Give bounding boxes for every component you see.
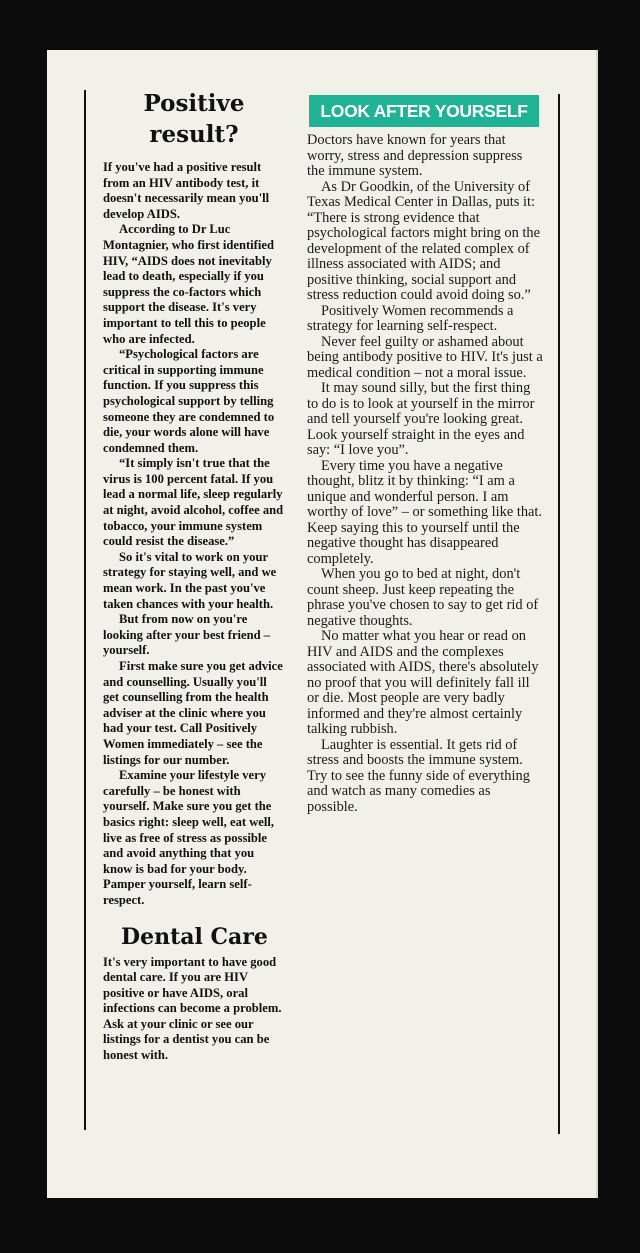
left-paragraph: So it's vital to work on your strategy for staying well, and we mean work. In the past you've taken chances with your health. [103,549,277,611]
right-column-rule [558,94,560,1134]
right-column [307,133,543,815]
left-column [103,88,285,1064]
left-paragraph: “Psychological factors are critical in supporting immune function. If you suppress this psychological support by telling someone they are condemned to die, your words alone will have condemned them. [103,347,275,455]
look-after-yourself-banner: LOOK AFTER YOURSELF [309,95,539,127]
right-paragraph: No matter what you hear or read on HIV and AIDS and the complexes associated with AIDS, there's absolutely no proof that you will definitely fall ill or die. Most people are very badly informed and they're almost certainly talking rubbish. [307,628,539,737]
left-paragraph: But from now on you're looking after your best friend – yourself. [103,612,271,658]
dental-care-text: It's very important to have good dental care. If you are HIV positive or have AIDS, oral infections can become a problem. Ask at your clinic or see our listings for a dentist you can be honest with. [103,954,282,1063]
left-paragraph: If you've had a positive result from an HIV antibody test, it doesn't necessarily mean you'll develop AIDS. [103,160,270,221]
left-paragraph: According to Dr Luc Montagnier, who first identified HIV, “AIDS does not inevitably lead to death, especially if you suppress the co-factors which support the disease. It's very important to tell this to people who are infected. [103,222,274,346]
right-paragraph: Positively Women recommends a strategy for learning self-respect. [307,302,514,334]
right-paragraph: Laughter is essential. It gets rid of stress and boosts the immune system. Try to see the funny side of everything and watch as many comedies as possible. [307,736,530,815]
right-paragraph: When you go to bed at night, don't count sheep. Just keep repeating the phrase you've chosen to say to get rid of negative thoughts. [307,566,539,629]
right-paragraph: Doctors have known for years that worry, stress and depression suppress the immune system. [307,132,523,179]
left-column-rule [84,90,86,1130]
right-paragraph: It may sound silly, but the first thing to do is to look at yourself in the mirror and tell yourself you're looking great. Look yourself straight in the eyes and say: “I love you”. [307,380,535,458]
left-paragraph: First make sure you get advice and counselling. Usually you'll get counselling from the health adviser at the clinic where you had your test. Call Positively Women immediately – see the listings for our number. [103,659,283,767]
right-paragraph: As Dr Goodkin, of the University of Texas Medical Center in Dallas, puts it: “There is strong evidence that psychological factors might bring on the development of the related complex of illness associated with AIDS; and positive thinking, social support and stress reduction could avoid doing so.” [307,178,540,303]
right-paragraph: Every time you have a negative thought, blitz it by thinking: “I am a unique and wonderful person. I am worthy of love” – or something like that. Keep saying this to yourself until the negative thought has disappeared completely. [307,457,543,567]
dental-care-heading: Dental Care [121,923,268,950]
right-paragraph: Never feel guilty or ashamed about being antibody positive to HIV. It's just a medical condition – not a moral issue. [307,333,543,381]
left-paragraph: “It simply isn't true that the virus is 100 percent fatal. If you lead a normal life, sleep regularly at night, avoid alcohol, coffee and tobacco, your immune system could resist the disease.” [103,456,284,549]
left-paragraph: Examine your lifestyle very carefully – be honest with yourself. Make sure you get the basics right: sleep well, eat well, live as free of stress as possible and avoid anything that you know is bad for your body. Pamper yourself, learn self-respect. [103,768,275,907]
positive-result-heading: Positive result? [143,90,245,148]
